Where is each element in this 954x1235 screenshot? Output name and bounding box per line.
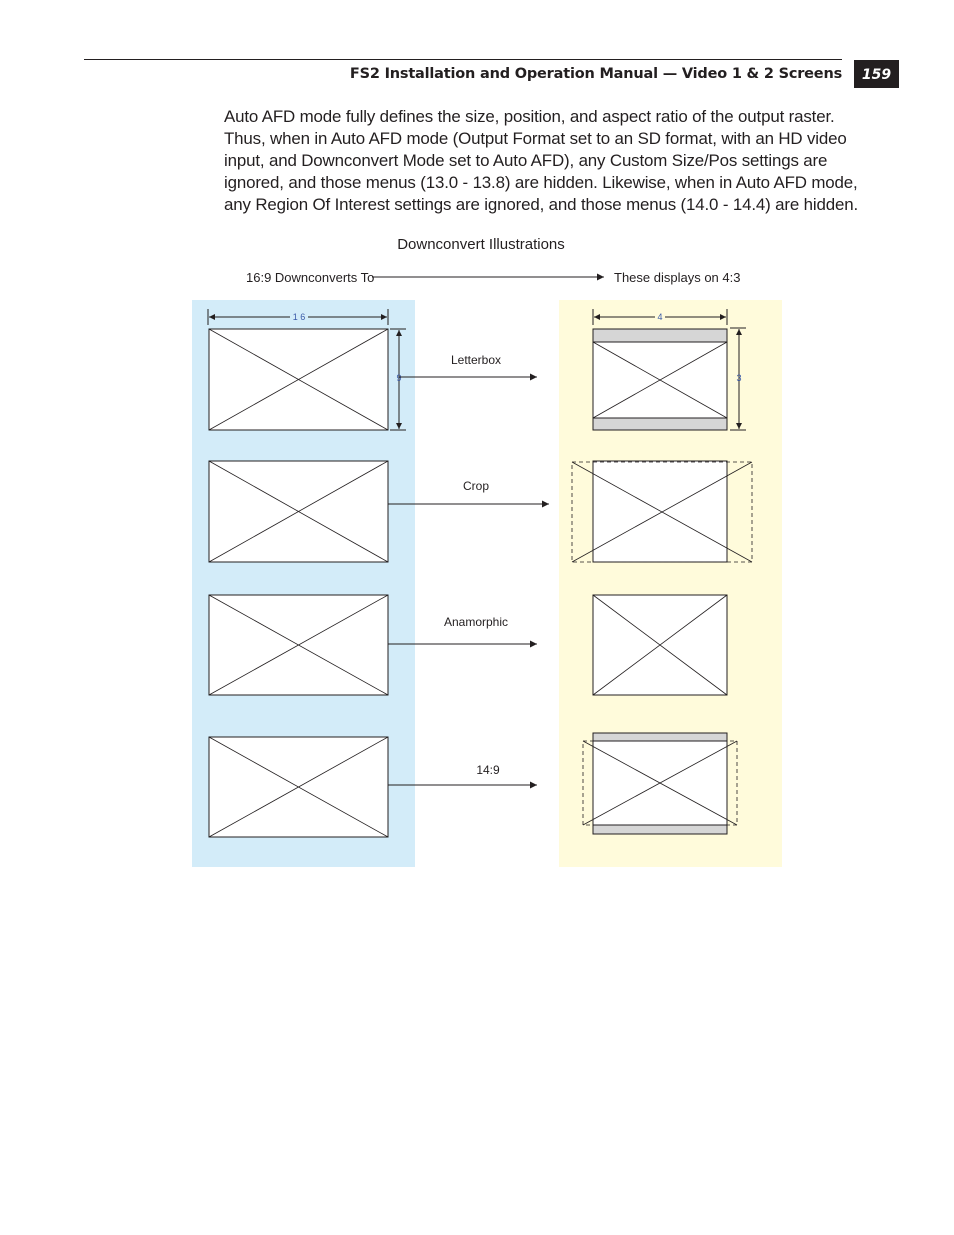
- dim-3-label: 3: [736, 373, 742, 383]
- mode-label-letterbox: Letterbox: [450, 353, 502, 367]
- dim-16-label: 1 6: [292, 312, 306, 322]
- letterbox-bar-bottom: [593, 418, 727, 430]
- output-frame-14-9: [583, 733, 737, 834]
- left-heading: 16:9 Downconverts To: [246, 270, 375, 285]
- fourteen-nine-bar-top: [593, 733, 727, 741]
- mode-label-anamorphic: Anamorphic: [443, 615, 509, 629]
- dim-9-label: 9: [396, 373, 402, 383]
- output-frame-letterbox: [593, 329, 727, 430]
- fourteen-nine-bar-bottom: [593, 825, 727, 834]
- source-frame-anamorphic: [209, 595, 388, 695]
- output-frame-anamorphic: [593, 595, 727, 695]
- running-head-title: FS2 Installation and Operation Manual — Video 1 & 2 Screens: [349, 66, 842, 82]
- mode-label-crop: Crop: [462, 479, 490, 493]
- dim-4-label: 4: [657, 312, 663, 322]
- source-frame-crop: [209, 461, 388, 562]
- body-paragraph: Auto AFD mode fully defines the size, position, and aspect ratio of the output raster. Thus, when in Auto AFD mode (Output Format set to an SD format, with an HD video input, and Downconvert Mode set to Auto AFD), any Custom Size/Pos settings are ignored, and those menus (13.0 - 13.8) are hidden. Likewise, when in Auto AFD mode, any Region Of Interest settings are ignored, and those menus (14.0 - 14.4) are hidden.: [224, 107, 859, 214]
- output-frame-crop: [572, 461, 752, 562]
- letterbox-bar-top: [593, 329, 727, 342]
- right-heading: These displays on 4:3: [614, 270, 741, 285]
- mode-label-14-9: 14:9: [476, 763, 500, 777]
- source-frame-14-9: [209, 737, 388, 837]
- figure-title: Downconvert Illustrations: [397, 236, 565, 253]
- source-frame-letterbox: [209, 329, 388, 430]
- page-number: 159: [854, 60, 899, 88]
